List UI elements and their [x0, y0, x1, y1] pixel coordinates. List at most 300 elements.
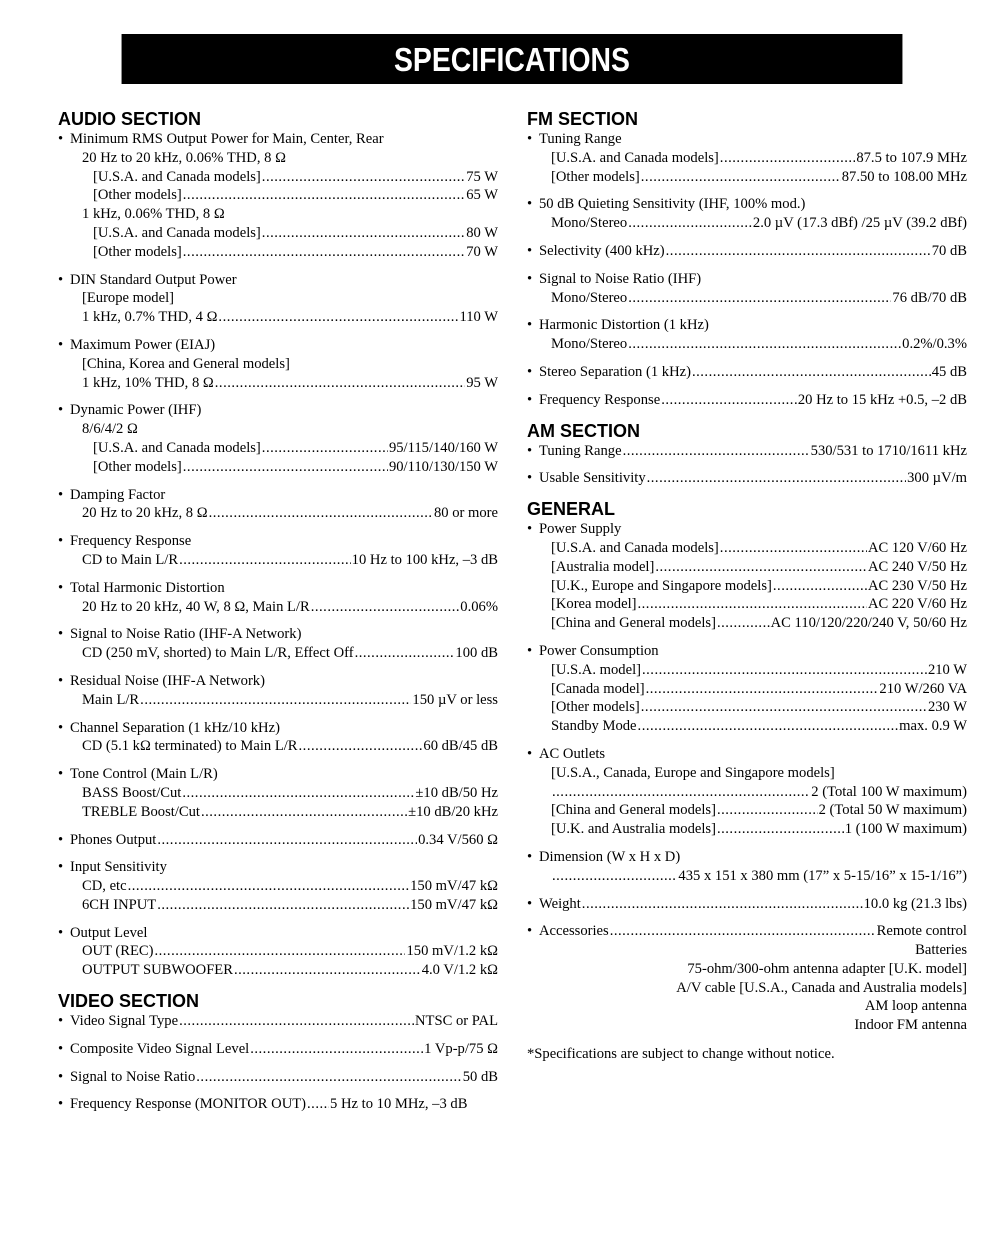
- spec-line: [58, 924, 498, 943]
- spec-label: [Korea model]: [551, 596, 637, 613]
- spec-label: [Canada model]: [551, 680, 645, 697]
- bullet-icon: •: [58, 533, 64, 550]
- dot-leader: [628, 335, 901, 354]
- bullet-icon: •: [58, 626, 64, 643]
- spec-line: [58, 224, 498, 243]
- dot-leader: [552, 783, 810, 802]
- spec-label: [U.S.A., Canada, Europe and Singapore models]: [551, 764, 835, 781]
- spec-line: [58, 961, 498, 980]
- spec-label: Selectivity (400 kHz): [539, 242, 665, 259]
- spec-label: 1 kHz, 0.7% THD, 4 Ω: [82, 309, 218, 326]
- dot-leader: [183, 458, 388, 477]
- dot-leader: [623, 442, 810, 461]
- dot-leader: [183, 186, 465, 205]
- bullet-icon: •: [58, 271, 64, 288]
- spec-label: [U.S.A. and Canada models]: [551, 149, 719, 166]
- spec-label: Dynamic Power (IHF): [70, 402, 202, 419]
- spec-label: CD (5.1 kΩ terminated) to Main L/R: [82, 738, 298, 755]
- spec-label: Tuning Range: [539, 131, 622, 147]
- spec-item: [527, 442, 967, 461]
- spec-label: Power Supply: [539, 521, 622, 538]
- bullet-icon: •: [527, 642, 533, 659]
- spec-item: [58, 579, 498, 617]
- spec-value: ±10 dB/20 kHz: [408, 803, 498, 820]
- spec-item: [58, 1012, 498, 1031]
- spec-label: Signal to Noise Ratio (IHF-A Network): [70, 626, 302, 643]
- spec-line: [58, 420, 498, 439]
- spec-item: [58, 1095, 498, 1114]
- dot-leader: [647, 469, 906, 488]
- spec-item: [58, 271, 498, 327]
- spec-label: Stereo Separation (1 kHz): [539, 363, 691, 380]
- spec-label: Standby Mode: [551, 718, 637, 735]
- spec-value: 75-ohm/300-ohm antenna adapter [U.K. model]: [687, 960, 967, 977]
- spec-label: Tuning Range: [539, 442, 622, 459]
- spec-value: 87.50 to 108.00 MHz: [841, 168, 967, 185]
- spec-label: Usable Sensitivity: [539, 470, 646, 487]
- spec-line: [527, 997, 967, 1016]
- spec-item: [58, 1068, 498, 1087]
- dot-leader: [717, 614, 770, 633]
- spec-line: [58, 532, 498, 551]
- spec-line: [527, 801, 967, 820]
- bullet-icon: •: [58, 859, 64, 876]
- dot-leader: [610, 922, 876, 941]
- spec-line: [527, 469, 967, 488]
- spec-value: Remote control: [876, 923, 967, 940]
- spec-label: Frequency Response (MONITOR OUT): [70, 1096, 307, 1113]
- bullet-icon: •: [527, 363, 533, 380]
- am-section: [527, 420, 967, 489]
- spec-label: Frequency Response: [70, 533, 192, 550]
- bullet-icon: •: [58, 719, 64, 736]
- page-title: SPECIFICATIONS: [122, 34, 903, 84]
- bullet-icon: •: [58, 1068, 64, 1085]
- audio-section: [58, 108, 498, 980]
- spec-line: [527, 783, 967, 802]
- spec-line: [527, 168, 967, 187]
- spec-line: [58, 336, 498, 355]
- dot-leader: [209, 504, 433, 523]
- spec-value: 0.34 V/560 Ω: [418, 831, 498, 848]
- spec-item: [527, 642, 967, 736]
- dot-leader: [250, 1040, 423, 1059]
- spec-value: 90/110/130/150 W: [388, 458, 498, 475]
- dot-leader: [641, 168, 841, 187]
- section-title: VIDEO SECTION: [58, 991, 200, 1012]
- spec-value: 80 or more: [433, 505, 498, 522]
- spec-label: Phones Output: [70, 831, 157, 848]
- spec-value: 1 (100 W maximum): [844, 821, 967, 838]
- general: [527, 498, 967, 1035]
- spec-value: 95 W: [466, 374, 498, 391]
- spec-value: 2 (Total 50 W maximum): [818, 802, 967, 819]
- spec-label: BASS Boost/Cut: [82, 784, 182, 801]
- spec-label: [Other models]: [93, 458, 182, 475]
- bullet-icon: •: [527, 131, 533, 147]
- section-title: FM SECTION: [527, 109, 638, 129]
- spec-value: 230 W: [927, 699, 967, 716]
- dot-leader: [262, 168, 465, 187]
- spec-value: 60 dB/45 dB: [423, 738, 498, 755]
- spec-item: [527, 520, 967, 633]
- spec-label: [Europe model]: [82, 290, 174, 307]
- spec-value: 110 W: [459, 309, 498, 326]
- dot-leader: [642, 661, 927, 680]
- dot-leader: [128, 877, 410, 896]
- dot-leader: [638, 595, 867, 614]
- spec-line: [58, 858, 498, 877]
- bullet-icon: •: [527, 270, 533, 287]
- dot-leader: [201, 803, 407, 822]
- spec-label: [U.S.A. and Canada models]: [93, 224, 261, 241]
- spec-value: A/V cable [U.S.A., Canada and Australia models]: [676, 979, 967, 996]
- spec-label: DIN Standard Output Power: [70, 271, 237, 288]
- spec-value: 2.0 µV (17.3 dBf) /25 µV (39.2 dBf): [752, 215, 967, 232]
- spec-label: [U.S.A. and Canada models]: [93, 168, 261, 185]
- spec-line: [58, 896, 498, 915]
- spec-line: [58, 803, 498, 822]
- dot-leader: [628, 289, 891, 308]
- spec-item: [58, 401, 498, 476]
- spec-line: [527, 922, 967, 941]
- spec-item: [58, 924, 498, 980]
- spec-label: 6CH INPUT: [82, 896, 157, 913]
- spec-item: [527, 391, 967, 410]
- spec-label: [Other models]: [551, 168, 640, 185]
- spec-label: [U.S.A. and Canada models]: [551, 539, 719, 556]
- bullet-icon: •: [58, 131, 64, 147]
- spec-line: [527, 242, 967, 261]
- dot-leader: [720, 539, 867, 558]
- spec-value: 150 mV/47 kΩ: [410, 896, 498, 913]
- spec-item: [58, 625, 498, 663]
- spec-label: 20 Hz to 20 kHz, 8 Ω: [82, 505, 208, 522]
- spec-label: 1 kHz, 10% THD, 8 Ω: [82, 374, 214, 391]
- spec-line: [527, 442, 967, 461]
- bullet-icon: •: [527, 848, 533, 865]
- spec-value: 1 Vp-p/75 Ω: [424, 1040, 498, 1057]
- dot-leader: [215, 374, 465, 393]
- spec-value: AM loop antenna: [864, 998, 967, 1015]
- spec-item: [58, 1040, 498, 1059]
- bullet-icon: •: [527, 895, 533, 912]
- dot-leader: [218, 308, 458, 327]
- spec-value: 50 dB: [462, 1068, 498, 1085]
- spec-line: [527, 979, 967, 998]
- dot-leader: [179, 551, 351, 570]
- dot-leader: [717, 801, 818, 820]
- dot-leader: [717, 820, 844, 839]
- spec-line: [58, 1012, 498, 1031]
- bullet-icon: •: [527, 196, 533, 213]
- spec-value: 100 dB: [455, 645, 498, 662]
- spec-line: [527, 745, 967, 764]
- spec-value: 70 dB: [931, 242, 967, 259]
- spec-item: [527, 242, 967, 261]
- spec-label: Main L/R: [82, 691, 140, 708]
- spec-label: AC Outlets: [539, 745, 606, 762]
- spec-label: [Australia model]: [551, 558, 655, 575]
- spec-label: Dimension (W x H x D): [539, 848, 681, 865]
- spec-line: [58, 737, 498, 756]
- spec-line: [58, 1040, 498, 1059]
- spec-label: 1 kHz, 0.06% THD, 8 Ω: [82, 206, 225, 223]
- spec-value: max. 0.9 W: [899, 718, 967, 735]
- spec-label: CD to Main L/R: [82, 551, 179, 568]
- spec-line: [58, 289, 498, 308]
- spec-line: [58, 579, 498, 598]
- spec-value: 210 W/260 VA: [879, 680, 967, 697]
- dot-leader: [299, 737, 423, 756]
- dot-leader: [655, 558, 867, 577]
- spec-value: Indoor FM antenna: [854, 1017, 967, 1034]
- spec-line: [58, 831, 498, 850]
- bullet-icon: •: [58, 579, 64, 596]
- dot-leader: [196, 1068, 461, 1087]
- spec-line: [58, 186, 498, 205]
- spec-line: [58, 458, 498, 477]
- spec-label: Total Harmonic Distortion: [70, 579, 225, 596]
- spec-line: [58, 271, 498, 290]
- spec-label: Signal to Noise Ratio (IHF): [539, 270, 702, 287]
- spec-label: [China and General models]: [551, 802, 716, 819]
- spec-line: [58, 672, 498, 691]
- spec-item: [527, 895, 967, 914]
- spec-label: Output Level: [70, 924, 148, 941]
- bullet-icon: •: [527, 745, 533, 762]
- spec-label: [Other models]: [551, 699, 640, 716]
- dot-leader: [773, 577, 867, 596]
- spec-item: [527, 195, 967, 233]
- spec-item: [527, 316, 967, 354]
- bullet-icon: •: [58, 831, 64, 848]
- spec-line: [527, 867, 967, 886]
- dot-leader: [262, 224, 465, 243]
- spec-item: [58, 765, 498, 821]
- spec-line: [527, 848, 967, 867]
- spec-line: [527, 1016, 967, 1035]
- spec-line: [58, 942, 498, 961]
- spec-label: [U.S.A. and Canada models]: [93, 439, 261, 456]
- spec-value: 76 dB/70 dB: [892, 289, 967, 306]
- dot-leader: [307, 1095, 329, 1114]
- spec-line: [58, 765, 498, 784]
- dot-leader: [179, 1012, 414, 1031]
- spec-label: Residual Noise (IHF-A Network): [70, 672, 265, 689]
- spec-line: [58, 355, 498, 374]
- bullet-icon: •: [58, 924, 64, 941]
- spec-label: CD, etc: [82, 878, 127, 895]
- section-title: GENERAL: [527, 499, 616, 520]
- spec-label: 20 Hz to 20 kHz, 40 W, 8 Ω, Main L/R: [82, 598, 310, 615]
- spec-value: 4.0 V/1.2 kΩ: [421, 962, 498, 979]
- spec-line: [58, 598, 498, 617]
- spec-item: [58, 486, 498, 524]
- spec-label: Composite Video Signal Level: [70, 1040, 250, 1057]
- spec-line: [58, 243, 498, 262]
- spec-value: Batteries: [915, 942, 967, 959]
- spec-value: 0.06%: [460, 598, 498, 615]
- spec-line: [527, 717, 967, 736]
- spec-label: Mono/Stereo: [551, 215, 628, 232]
- spec-line: [58, 486, 498, 505]
- spec-line: [527, 595, 967, 614]
- spec-line: [527, 680, 967, 699]
- dot-leader: [641, 698, 927, 717]
- footnote: *Specifications are subject to change without notice.: [527, 1046, 835, 1063]
- spec-label: Damping Factor: [70, 486, 166, 503]
- spec-label: [China, Korea and General models]: [82, 355, 290, 372]
- spec-label: Video Signal Type: [70, 1013, 179, 1030]
- spec-value: 2 (Total 100 W maximum): [811, 783, 967, 800]
- dot-leader: [582, 895, 863, 914]
- spec-value: 45 dB: [931, 363, 967, 380]
- spec-label: Harmonic Distortion (1 kHz): [539, 317, 709, 334]
- spec-item: [58, 719, 498, 757]
- spec-value: AC 240 V/50 Hz: [867, 558, 967, 575]
- bullet-icon: •: [58, 1013, 64, 1030]
- spec-label: Accessories: [539, 923, 609, 940]
- spec-line: [527, 698, 967, 717]
- dot-leader: [646, 680, 879, 699]
- spec-label: Tone Control (Main L/R): [70, 766, 218, 783]
- spec-value: 5 Hz to 10 MHz, –3 dB: [330, 1096, 468, 1113]
- dot-leader: [157, 896, 409, 915]
- dot-leader: [183, 243, 465, 262]
- spec-label: TREBLE Boost/Cut: [82, 803, 200, 820]
- spec-label: Mono/Stereo: [551, 289, 628, 306]
- spec-label: Maximum Power (EIAJ): [70, 336, 216, 353]
- spec-value: 10 Hz to 100 kHz, –3 dB: [351, 551, 498, 568]
- bullet-icon: •: [58, 1040, 64, 1057]
- bullet-icon: •: [58, 336, 64, 353]
- spec-line: [58, 644, 498, 663]
- spec-value: AC 110/120/220/240 V, 50/60 Hz: [770, 615, 967, 632]
- fm-section: [527, 108, 967, 410]
- spec-item: [58, 672, 498, 710]
- spec-line: [527, 391, 967, 410]
- spec-label: [U.K. and Australia models]: [551, 821, 716, 838]
- spec-value: 210 W: [927, 661, 967, 678]
- spec-label: Weight: [539, 895, 581, 912]
- spec-line: [527, 577, 967, 596]
- spec-value: AC 120 V/60 Hz: [867, 539, 967, 556]
- bullet-icon: •: [527, 442, 533, 459]
- spec-value: 87.5 to 107.9 MHz: [856, 149, 967, 166]
- spec-value: 150 µV or less: [412, 691, 498, 708]
- spec-value: 150 mV/47 kΩ: [410, 878, 498, 895]
- dot-leader: [638, 717, 899, 736]
- spec-line: [58, 719, 498, 738]
- bullet-icon: •: [527, 923, 533, 940]
- dot-leader: [661, 391, 797, 410]
- dot-leader: [628, 214, 752, 233]
- dot-leader: [666, 242, 931, 261]
- spec-value: 0.2%/0.3%: [902, 336, 967, 353]
- section-title: AUDIO SECTION: [58, 109, 202, 129]
- spec-line: [527, 520, 967, 539]
- spec-label: 8/6/4/2 Ω: [82, 421, 138, 438]
- spec-label: [U.S.A. model]: [551, 661, 641, 678]
- spec-line: [58, 374, 498, 393]
- spec-line: [527, 558, 967, 577]
- dot-leader: [355, 644, 455, 663]
- spec-label: [Other models]: [93, 187, 182, 204]
- spec-value: 95/115/140/160 W: [388, 439, 498, 456]
- spec-line: [58, 551, 498, 570]
- bullet-icon: •: [58, 1096, 64, 1113]
- spec-label: Input Sensitivity: [70, 859, 167, 876]
- bullet-icon: •: [527, 242, 533, 259]
- spec-line: [527, 270, 967, 289]
- spec-line: [527, 820, 967, 839]
- spec-line: [58, 130, 498, 149]
- spec-item: [527, 745, 967, 839]
- spec-value: 10.0 kg (21.3 lbs): [863, 895, 967, 912]
- spec-line: [58, 401, 498, 420]
- spec-item: [58, 336, 498, 392]
- spec-value: AC 230 V/50 Hz: [867, 577, 967, 594]
- spec-line: [527, 335, 967, 354]
- spec-line: [58, 504, 498, 523]
- spec-line: [58, 168, 498, 187]
- right-column: [527, 108, 967, 1064]
- spec-line: [58, 308, 498, 327]
- spec-line: [527, 614, 967, 633]
- spec-line: [527, 214, 967, 233]
- spec-label: Minimum RMS Output Power for Main, Center, Rear: [70, 131, 384, 147]
- dot-leader: [552, 867, 677, 886]
- spec-line: [527, 941, 967, 960]
- spec-line: [527, 195, 967, 214]
- spec-value: 75 W: [466, 168, 498, 185]
- spec-line: [58, 1068, 498, 1087]
- spec-line: [527, 661, 967, 680]
- spec-line: [527, 149, 967, 168]
- spec-line: [527, 539, 967, 558]
- dot-leader: [262, 439, 388, 458]
- spec-value: AC 220 V/60 Hz: [867, 596, 967, 613]
- spec-item: [527, 130, 967, 186]
- spec-line: [527, 316, 967, 335]
- spec-item: [58, 532, 498, 570]
- spec-value: 20 Hz to 15 kHz +0.5, –2 dB: [797, 391, 967, 408]
- spec-line: [58, 625, 498, 644]
- dot-leader: [157, 831, 417, 850]
- spec-item: [527, 270, 967, 308]
- spec-line: [527, 642, 967, 661]
- spec-label: [U.K., Europe and Singapore models]: [551, 577, 772, 594]
- spec-value: 65 W: [466, 187, 498, 204]
- spec-value: 70 W: [466, 243, 498, 260]
- spec-item: [58, 858, 498, 914]
- spec-label: Frequency Response: [539, 391, 661, 408]
- spec-line: [58, 1095, 498, 1114]
- bullet-icon: •: [58, 766, 64, 783]
- spec-label: Power Consumption: [539, 642, 659, 659]
- bullet-icon: •: [527, 317, 533, 334]
- video-section: [58, 990, 498, 1114]
- spec-value: 530/531 to 1710/1611 kHz: [810, 442, 967, 459]
- spec-line: [58, 205, 498, 224]
- spec-value: ±10 dB/50 Hz: [415, 784, 498, 801]
- spec-line: [58, 691, 498, 710]
- spec-line: [527, 895, 967, 914]
- spec-label: Mono/Stereo: [551, 336, 628, 353]
- spec-label: Signal to Noise Ratio: [70, 1068, 196, 1085]
- bullet-icon: •: [58, 486, 64, 503]
